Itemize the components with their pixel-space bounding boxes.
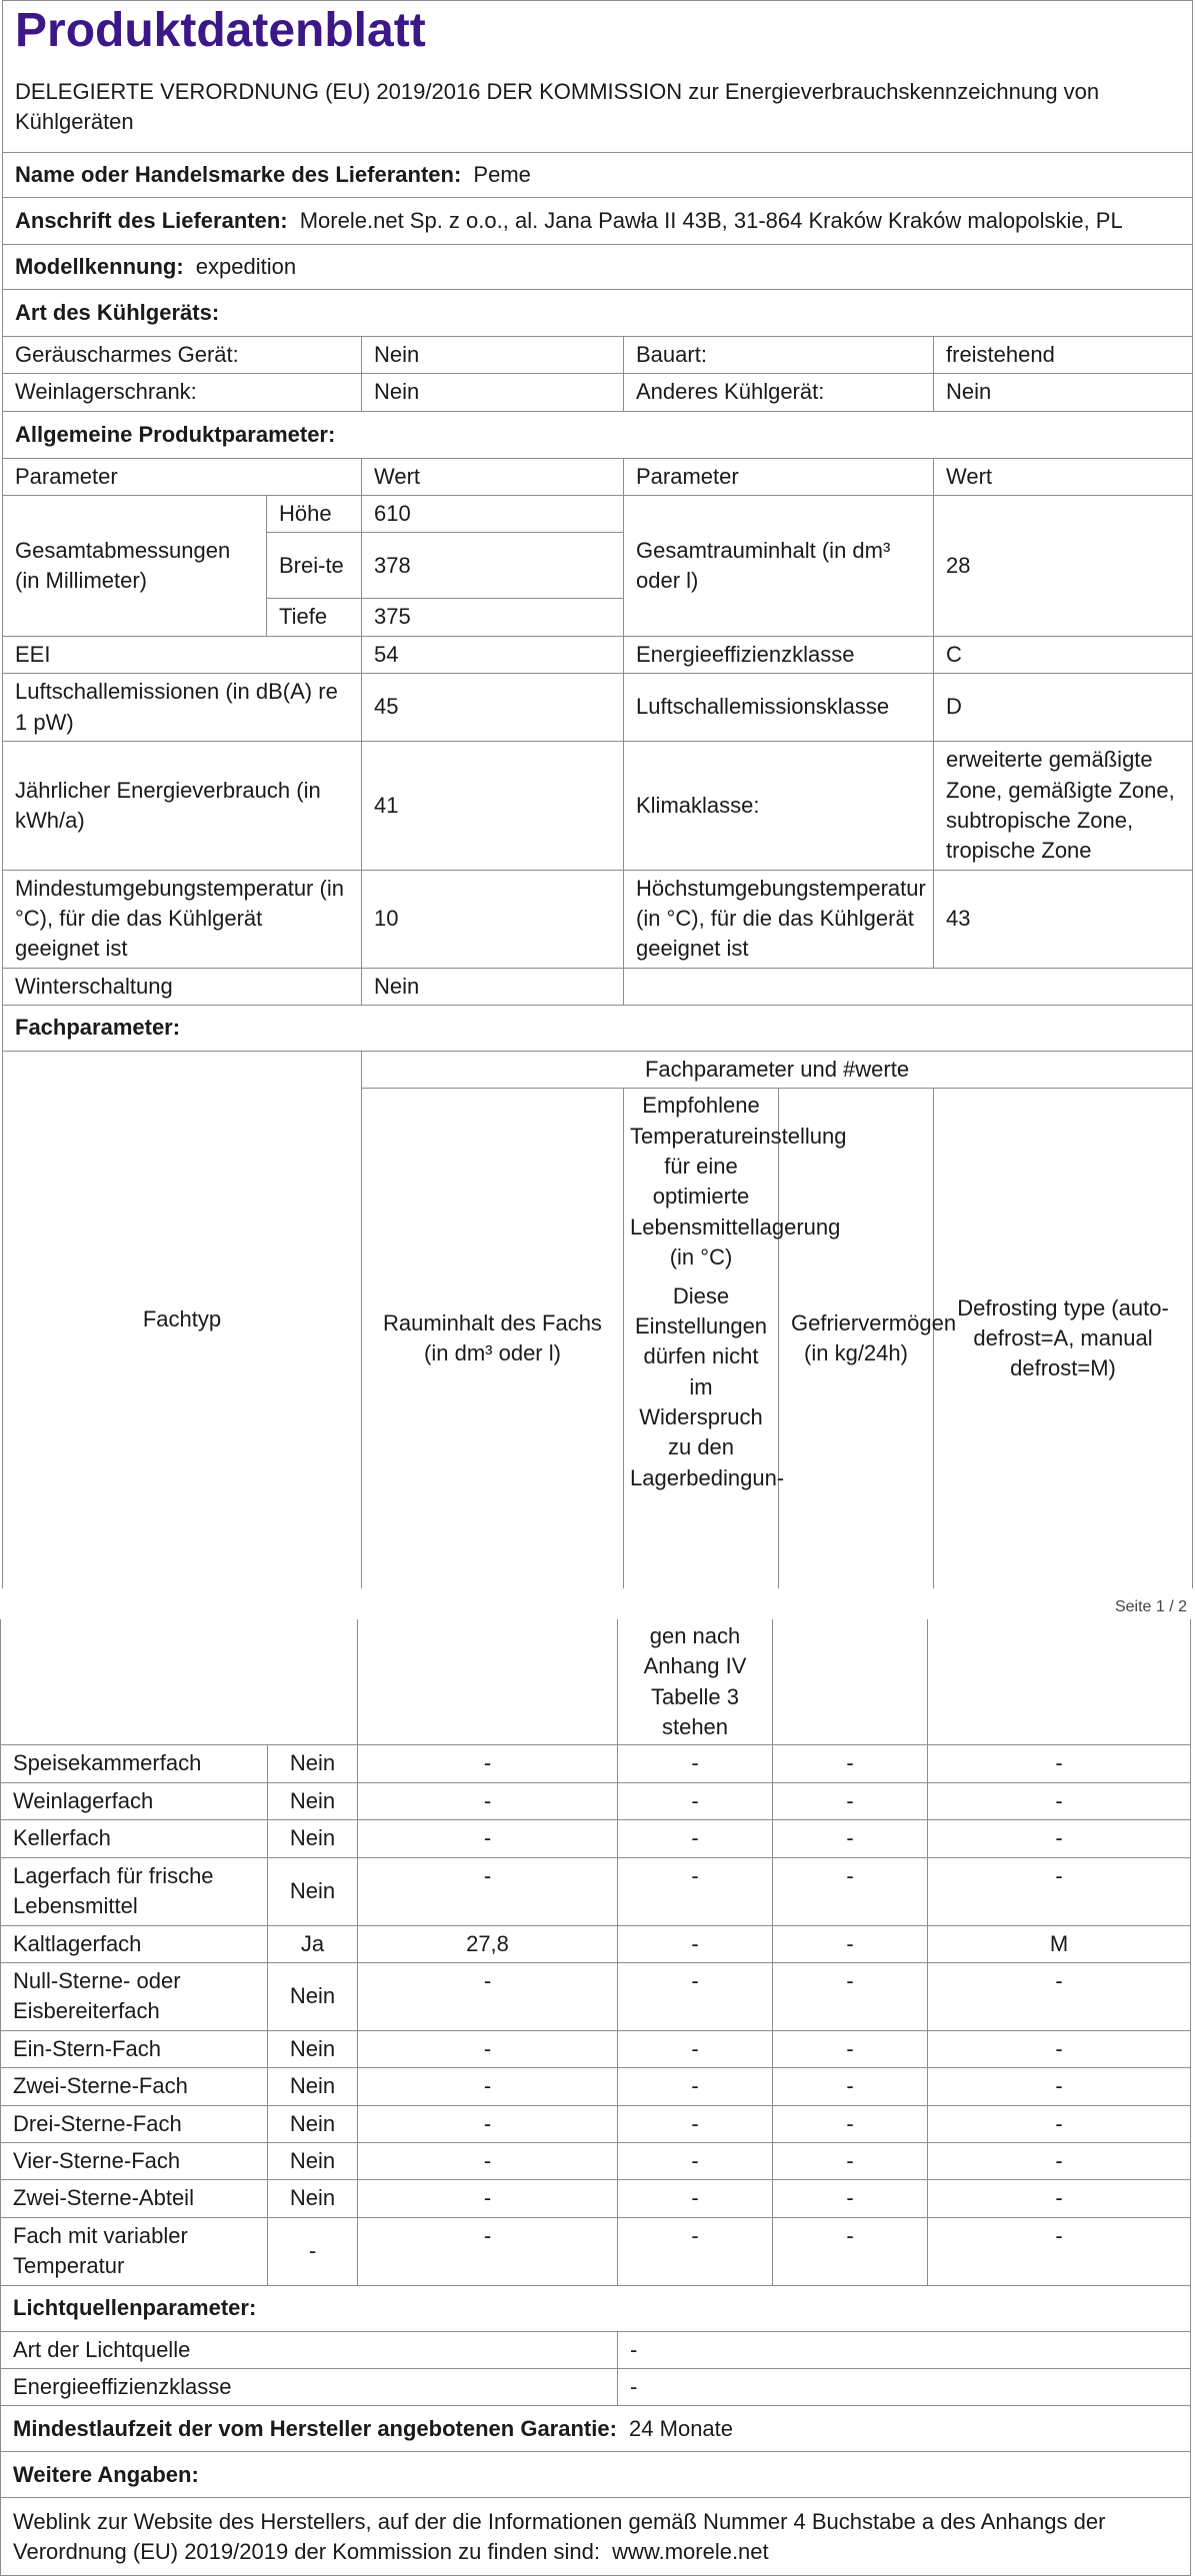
compartment-rows	[1, 1745, 1191, 2285]
compartment-name-cell: Speisekammerfach	[1, 1745, 268, 1782]
compartment-temp-cell: -	[618, 1745, 773, 1782]
compartment-freeze-cell: -	[773, 2180, 928, 2217]
further-info-heading: Weitere Angaben:	[1, 2452, 1191, 2498]
table-row	[1, 1925, 1191, 1962]
compartment-temp-cell: -	[618, 1857, 773, 1925]
appliance-type-heading: Art des Kühlgeräts:	[3, 290, 1193, 337]
max-ambient-temp-label: Höchstumgebungstemperatur (in °C), für die das Kühlgerät geeignet ist	[624, 870, 934, 968]
compartment-type-header-cont	[1, 1619, 358, 1745]
compartment-present-cell: Nein	[268, 2068, 358, 2105]
empty-cell	[624, 968, 1193, 1005]
compartment-volume-cell: -	[358, 1782, 618, 1819]
compartment-present-cell: -	[268, 2217, 358, 2285]
compartment-temp-cell: -	[618, 2217, 773, 2285]
compartment-defrost-cell: -	[928, 1782, 1191, 1819]
table-row	[1, 1962, 1191, 2030]
further-info-row	[1, 2498, 1191, 2576]
compartment-volume-cell: -	[358, 1820, 618, 1857]
defrost-type-header-cont	[928, 1619, 1191, 1745]
wine-cabinet-label: Weinlagerschrank:	[3, 374, 362, 411]
width-label: Brei-te	[267, 533, 362, 599]
noise-class-label: Luftschallemissionsklasse	[624, 674, 934, 742]
recommended-temp-text: Empfohlene Temperatureinstellung für eine optimierte Lebensmittellagerung (in °C)	[630, 1093, 847, 1271]
annual-consumption-value: 41	[362, 742, 624, 870]
compartment-present-cell: Ja	[268, 1925, 358, 1962]
warranty-label: Mindestlaufzeit der vom Hersteller angebotenen Garantie:	[13, 2415, 617, 2441]
compartment-name-cell: Ein-Stern-Fach	[1, 2030, 268, 2067]
compartment-group-header: Fachparameter und #werte	[362, 1052, 1193, 1089]
compartment-temp-cell: -	[618, 1782, 773, 1819]
compartment-temp-cell: -	[618, 1820, 773, 1857]
compartment-temp-cell: -	[618, 2068, 773, 2105]
compartment-present-cell: Nein	[268, 2105, 358, 2142]
compartment-freeze-cell: -	[773, 1745, 928, 1782]
compartment-defrost-cell: -	[928, 2105, 1191, 2142]
compartment-defrost-cell: -	[928, 1962, 1191, 2030]
total-volume-value: 28	[934, 496, 1193, 637]
compartment-type-header: Fachtyp	[3, 1052, 362, 1588]
compartment-freeze-cell: -	[773, 2068, 928, 2105]
total-volume-label: Gesamtrauminhalt (in dm³ oder l)	[624, 496, 934, 637]
compartment-volume-cell: -	[358, 1857, 618, 1925]
model-value: expedition	[195, 253, 297, 279]
freezing-capacity-header-cont	[773, 1619, 928, 1745]
wine-cabinet-value: Nein	[362, 374, 624, 411]
noise-emission-label: Luftschallemissionen (in dB(A) re 1 pW)	[3, 674, 362, 742]
compartment-present-cell: Nein	[268, 2142, 358, 2179]
col-header-value-2: Wert	[934, 458, 1193, 495]
width-value: 378	[362, 533, 624, 599]
warranty-row	[1, 2406, 1191, 2452]
compartment-defrost-cell: M	[928, 1925, 1191, 1962]
regulation-subtitle: DELEGIERTE VERORDNUNG (EU) 2019/2016 DER KOMMISSION zur Energieverbrauchskennzeichnung von Kühlgeräten	[3, 63, 1193, 153]
compartment-present-cell: Nein	[268, 1820, 358, 1857]
compartment-name-cell: Vier-Sterne-Fach	[1, 2142, 268, 2179]
light-source-type-value: -	[618, 2331, 1191, 2368]
compartment-volume-cell: -	[358, 1962, 618, 2030]
compartment-defrost-cell: -	[928, 2030, 1191, 2067]
depth-value: 375	[362, 599, 624, 636]
light-energy-class-label: Energieeffizienzklasse	[1, 2369, 618, 2406]
compartment-freeze-cell: -	[773, 1857, 928, 1925]
compartment-temp-cell: -	[618, 2180, 773, 2217]
compartment-defrost-cell: -	[928, 2068, 1191, 2105]
table-row	[1, 2030, 1191, 2067]
compartment-defrost-cell: -	[928, 2142, 1191, 2179]
compartment-defrost-cell: -	[928, 2180, 1191, 2217]
compartment-freeze-cell: -	[773, 1925, 928, 1962]
page-number: Seite 1 / 2	[1114, 1598, 1187, 1615]
winter-mode-label: Winterschaltung	[3, 968, 362, 1005]
eei-label: EEI	[3, 636, 362, 673]
datasheet-page-2	[0, 1619, 1191, 2576]
compartment-volume-cell: -	[358, 2105, 618, 2142]
light-source-type-label: Art der Lichtquelle	[1, 2331, 618, 2368]
compartment-volume-cell: -	[358, 2142, 618, 2179]
compartment-freeze-cell: -	[773, 1782, 928, 1819]
address-row	[3, 198, 1193, 245]
table-row	[1, 1820, 1191, 1857]
recommended-temp-header-cont: gen nach Anhang IV Tabelle 3 stehen	[618, 1619, 773, 1745]
compartment-name-cell: Null-Sterne- oder Eisbereiterfach	[1, 1962, 268, 2030]
compartment-name-cell: Zwei-Sterne-Fach	[1, 2068, 268, 2105]
table-row	[1, 1745, 1191, 1782]
compartment-temp-cell: -	[618, 2030, 773, 2067]
compartment-name-cell: Zwei-Sterne-Abteil	[1, 2180, 268, 2217]
compartment-volume-cell: 27,8	[358, 1925, 618, 1962]
warranty-value: 24 Monate	[629, 2415, 734, 2441]
compartment-defrost-cell: -	[928, 2217, 1191, 2285]
compartment-present-cell: Nein	[268, 1745, 358, 1782]
design-label: Bauart:	[624, 337, 934, 374]
climate-class-label: Klimaklasse:	[624, 742, 934, 870]
compartment-name-cell: Lagerfach für frische Lebensmittel	[1, 1857, 268, 1925]
table-row	[1, 2217, 1191, 2285]
datasheet-page-1	[2, 0, 1193, 1588]
dimensions-label: Gesamtabmessungen (in Millimeter)	[3, 496, 267, 637]
compartment-volume-cell: -	[358, 2030, 618, 2067]
compartment-defrost-cell: -	[928, 1745, 1191, 1782]
defrost-type-header: Defrosting type (auto-defrost=A, manual defrost=M)	[934, 1089, 1193, 1588]
model-label: Modellkennung:	[15, 253, 184, 279]
compartment-defrost-cell: -	[928, 1857, 1191, 1925]
compartment-parameters-heading: Fachparameter:	[3, 1006, 1193, 1052]
low-noise-value: Nein	[362, 337, 624, 374]
compartment-name-cell: Kaltlagerfach	[1, 1925, 268, 1962]
compartment-volume-cell: -	[358, 1745, 618, 1782]
other-appliance-label: Anderes Kühlgerät:	[624, 374, 934, 411]
table-row	[1, 2105, 1191, 2142]
winter-mode-value: Nein	[362, 968, 624, 1005]
compartment-present-cell: Nein	[268, 1857, 358, 1925]
light-source-heading: Lichtquellenparameter:	[1, 2285, 1191, 2331]
model-row	[3, 245, 1193, 290]
compartment-freeze-cell: -	[773, 2217, 928, 2285]
max-ambient-temp-value: 43	[934, 870, 1193, 968]
compartment-temp-cell: -	[618, 1962, 773, 2030]
climate-class-value: erweiterte gemäßigte Zone, gemäßigte Zone, subtropische Zone, tropische Zone	[934, 742, 1193, 870]
general-parameters-heading: Allgemeine Produktparameter:	[3, 411, 1193, 458]
compartment-volume-cell: -	[358, 2068, 618, 2105]
compartment-present-cell: Nein	[268, 1962, 358, 2030]
min-ambient-temp-value: 10	[362, 870, 624, 968]
table-row	[1, 2142, 1191, 2179]
compartment-name-cell: Weinlagerfach	[1, 1782, 268, 1819]
supplier-row	[3, 153, 1193, 198]
compartment-volume-cell: -	[358, 2180, 618, 2217]
height-label: Höhe	[267, 496, 362, 533]
table-row	[1, 1857, 1191, 1925]
noise-class-value: D	[934, 674, 1193, 742]
table-row	[1, 1782, 1191, 1819]
depth-label: Tiefe	[267, 599, 362, 636]
compartment-temp-cell: -	[618, 2142, 773, 2179]
compartment-defrost-cell: -	[928, 1820, 1191, 1857]
further-info-text: Weblink zur Website des Herstellers, auf der die Informationen gemäß Nummer 4 Buchstabe a des Anhangs der Verordnung (EU) 2019/2019 der Kommission zu finden sind:	[13, 2508, 1106, 2564]
page-title: Produktdatenblatt	[3, 1, 1193, 63]
compartment-present-cell: Nein	[268, 2180, 358, 2217]
compartment-volume-header: Rauminhalt des Fachs (in dm³ oder l)	[362, 1089, 624, 1588]
eei-value: 54	[362, 636, 624, 673]
compartment-temp-cell: -	[618, 1925, 773, 1962]
compartment-freeze-cell: -	[773, 2142, 928, 2179]
annual-consumption-label: Jährlicher Energieverbrauch (in kWh/a)	[3, 742, 362, 870]
compartment-name-cell: Fach mit variabler Temperatur	[1, 2217, 268, 2285]
address-label: Anschrift des Lieferanten:	[15, 207, 288, 233]
compartment-name-cell: Drei-Sterne-Fach	[1, 2105, 268, 2142]
table-row	[1, 2068, 1191, 2105]
settings-note-text: Diese Einstellungen dürfen nicht im Widerspruch zu den Lagerbedingun-	[630, 1283, 785, 1490]
compartment-name-cell: Kellerfach	[1, 1820, 268, 1857]
light-energy-class-value: -	[618, 2369, 1191, 2406]
compartment-freeze-cell: -	[773, 2030, 928, 2067]
height-value: 610	[362, 496, 624, 533]
design-value: freistehend	[934, 337, 1193, 374]
table-row	[1, 2180, 1191, 2217]
compartment-freeze-cell: -	[773, 2105, 928, 2142]
compartment-present-cell: Nein	[268, 2030, 358, 2067]
col-header-parameter-2: Parameter	[624, 458, 934, 495]
compartment-freeze-cell: -	[773, 1962, 928, 2030]
compartment-present-cell: Nein	[268, 1782, 358, 1819]
col-header-parameter: Parameter	[3, 458, 362, 495]
noise-emission-value: 45	[362, 674, 624, 742]
supplier-value: Peme	[473, 161, 531, 187]
manufacturer-weblink[interactable]: www.morele.net	[612, 2538, 769, 2564]
min-ambient-temp-label: Mindestumgebungstemperatur (in °C), für die das Kühlgerät geeignet ist	[3, 870, 362, 968]
freezing-capacity-header: Gefriervermögen (in kg/24h)	[779, 1089, 934, 1588]
compartment-freeze-cell: -	[773, 1820, 928, 1857]
supplier-label: Name oder Handelsmarke des Lieferanten:	[15, 161, 462, 187]
recommended-temp-header	[624, 1089, 847, 1588]
energy-class-label: Energieeffizienzklasse	[624, 636, 934, 673]
energy-class-value: C	[934, 636, 1193, 673]
compartment-volume-header-cont	[358, 1619, 618, 1745]
compartment-volume-cell: -	[358, 2217, 618, 2285]
other-appliance-value: Nein	[934, 374, 1193, 411]
compartment-temp-cell: -	[618, 2105, 773, 2142]
low-noise-label: Geräuscharmes Gerät:	[3, 337, 362, 374]
col-header-value: Wert	[362, 458, 624, 495]
address-value: Morele.net Sp. z o.o., al. Jana Pawła II 43B, 31-864 Kraków Kraków malopolskie, PL	[299, 207, 1123, 233]
